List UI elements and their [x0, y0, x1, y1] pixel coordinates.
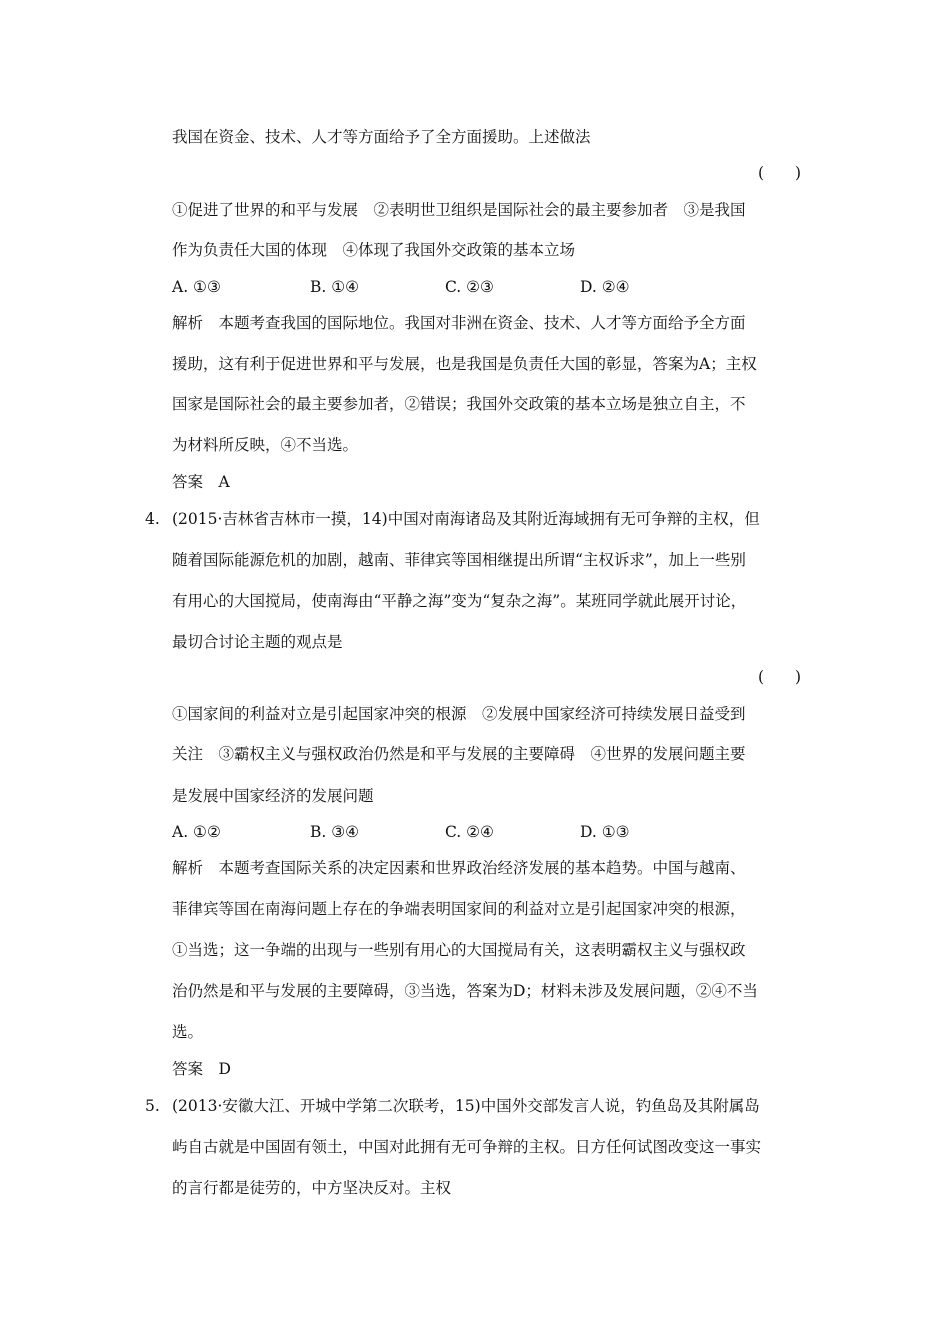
q4-answer-parentheses: ( )	[758, 668, 802, 686]
q3-analysis-line-1: 解析 本题考查我国的国际地位。我国对非洲在资金、技术、人才等方面给予全方面	[172, 314, 746, 332]
q3-option-b: B. ①④	[310, 278, 360, 296]
q5-stem-line-2: 屿自古就是中国固有领土，中国对此拥有无可争辩的主权。日方任何试图改变这一事实	[172, 1138, 762, 1156]
q4-analysis-line-5: 选。	[172, 1023, 204, 1041]
q4-option-b: B. ③④	[310, 823, 360, 841]
q3-analysis-line-4: 为材料所反映，④不当选。	[172, 436, 359, 454]
q3-option-c: C. ②③	[445, 278, 494, 296]
q4-stem-line-2: 随着国际能源危机的加剧，越南、菲律宾等国相继提出所谓“主权诉求”，加上一些别	[172, 551, 746, 569]
q4-statement-line-1: ①国家间的利益对立是引起国家冲突的根源 ②发展中国家经济可持续发展日益受到	[172, 705, 746, 723]
q5-stem-line-3: 的言行都是徒劳的，中方坚决反对。主权	[172, 1179, 452, 1197]
q3-statement-line-1: ①促进了世界的和平与发展 ②表明世卫组织是国际社会的最主要参加者 ③是我国	[172, 201, 746, 219]
q3-statement-line-2: 作为负责任大国的体现 ④体现了我国外交政策的基本立场	[172, 241, 576, 259]
q4-statement-line-3: 是发展中国家经济的发展问题	[172, 787, 374, 805]
q3-stem-tail: 我国在资金、技术、人才等方面给予了全方面援助。上述做法	[172, 128, 591, 146]
q4-option-a: A. ①②	[172, 823, 221, 841]
q3-option-d: D. ②④	[580, 278, 630, 296]
q4-analysis-line-4: 治仍然是和平与发展的主要障碍，③当选，答案为D；材料未涉及发展问题，②④不当	[172, 982, 758, 1000]
q4-statement-line-2: 关注 ③霸权主义与强权政治仍然是和平与发展的主要障碍 ④世界的发展问题主要	[172, 745, 746, 763]
q4-number: 4.	[145, 510, 160, 528]
q4-option-d: D. ①③	[580, 823, 630, 841]
q3-analysis-line-2: 援助，这有利于促进世界和平与发展，也是我国是负责任大国的彰显，答案为A；主权	[172, 355, 757, 373]
q4-option-c: C. ②④	[445, 823, 494, 841]
q3-option-a: A. ①③	[172, 278, 221, 296]
q4-analysis-line-3: ①当选；这一争端的出现与一些别有用心的大国搅局有关，这表明霸权主义与强权政	[172, 941, 746, 959]
q3-answer: 答案 A	[172, 473, 230, 491]
q3-analysis-line-3: 国家是国际社会的最主要参加者，②错误；我国外交政策的基本立场是独立自主，不	[172, 395, 746, 413]
q4-stem-line-3: 有用心的大国搅局，使南海由“平静之海”变为“复杂之海”。某班同学就此展开讨论，	[172, 592, 747, 610]
q5-number: 5.	[145, 1097, 160, 1115]
q3-answer-parentheses: ( )	[758, 164, 802, 182]
q5-stem-line-1: (2013·安徽大江、开城中学第二次联考，15)中国外交部发言人说，钓鱼岛及其附属岛	[172, 1097, 760, 1115]
q4-stem-line-4: 最切合讨论主题的观点是	[172, 633, 343, 651]
q4-analysis-line-2: 菲律宾等国在南海问题上存在的争端表明国家间的利益对立是引起国家冲突的根源，	[172, 900, 746, 918]
q4-stem-line-1: (2015·吉林省吉林市一摸，14)中国对南海诸岛及其附近海域拥有无可争辩的主权，但	[172, 510, 760, 528]
q4-answer: 答案 D	[172, 1060, 231, 1078]
q4-analysis-line-1: 解析 本题考查国际关系的决定因素和世界政治经济发展的基本趋势。中国与越南、	[172, 859, 746, 877]
